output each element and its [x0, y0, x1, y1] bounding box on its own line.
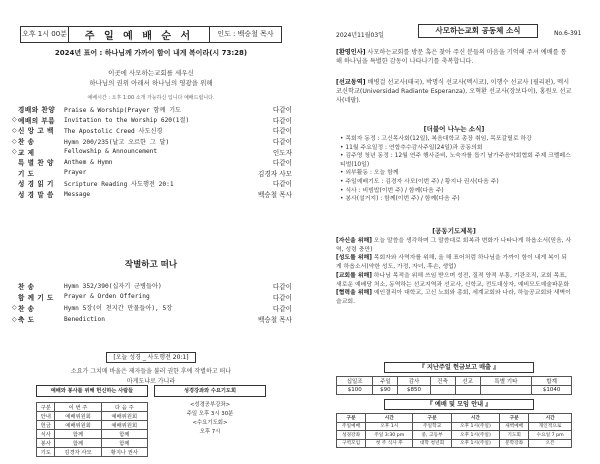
- prayer-item: [336, 289, 572, 306]
- order-who: 인도자: [272, 148, 292, 157]
- meeting-line: 주일 오후 3시 30분: [186, 411, 234, 417]
- verse-line: 마게도냐로 가니라: [126, 378, 176, 385]
- prayer-label: [자신을 위해]: [336, 238, 372, 244]
- table-header: 시간: [366, 414, 413, 423]
- order-content: Anthem & Hymn: [64, 158, 113, 166]
- diamond-icon: ◇: [12, 315, 17, 323]
- order-content: Benediction: [64, 315, 105, 323]
- table-row: [337, 422, 572, 431]
- order-row: [12, 104, 292, 115]
- meeting-line: <수요기도회>: [192, 420, 228, 426]
- welcome-label: [환영인사]: [336, 49, 366, 56]
- order-content: The Apostolic Creed 사도신경: [64, 127, 163, 135]
- table-cell: 함께: [55, 430, 101, 439]
- order-name: 찬 송: [18, 282, 35, 291]
- table-cell: 함께: [101, 430, 147, 439]
- table-header: 다 음 주: [101, 403, 147, 412]
- table-cell: 예배위원회: [101, 421, 147, 430]
- prayer-text: 예인결리아 대학교, 고신 노회와 총회, 세계교회와 나라, 하늘공교회와 새벽이슬교회.: [336, 290, 571, 305]
- list-item: • 목회자 동정 : 고신목사회(12일), 복음대학교 총장 취임, 목포갈릴로 하강: [340, 136, 532, 142]
- order-row: [12, 302, 292, 313]
- list-item: • 11월 주요일정 : 연합추수감사주일(24일)과 공동의회: [340, 144, 483, 151]
- table-cell: 오후 1시(주일): [451, 439, 499, 448]
- prayer-item: [336, 237, 572, 254]
- prayer-text: 하나님 목적을 위해 쓰임 받으며 성전, 질적 양적 부흥, 기관조직, 교회 목표, 새로운 예배당 처소, 동역하는 선교지역과 선교사, 신학교, 전도대상자, 예비모도예술파문화: [336, 272, 570, 288]
- order-row: [12, 146, 292, 157]
- diamond-icon: ◇: [12, 137, 17, 145]
- list-item: • 김주영 청년 동정 : 12월 연주 행사준비, 노숙자를 돕기 날가주음악회협회 주제 크렐페스티벌(10일): [340, 153, 571, 168]
- order-name: 축 도: [18, 316, 35, 325]
- table-cell: 헌금: [37, 421, 55, 430]
- meeting-line: 오후 7시: [199, 429, 221, 435]
- welcome-text: 사모하는교회를 방문 혹은 찾아 주신 분들의 마음을 기억해 주셔 예배를 통해 하나님을 특별한 감동이 나타나기를 축복합니다.: [336, 49, 567, 66]
- order-row: [12, 314, 292, 325]
- verse-line: 하나님의 권위 아래서 하나님의 영광을 위해: [89, 79, 213, 87]
- table-header: 합계: [532, 377, 572, 386]
- prayer-text: 목회자와 사역자를 위해, 올 해 표어처럼 하나님을 가까이 함이 내게 복이 되게 하옵소서(약한 성도, 가정, 자녀, 후손, 생업): [336, 255, 567, 271]
- service-roster-table: [36, 402, 148, 457]
- bulletin-date: 2024년11월03일: [336, 32, 384, 39]
- order-name: 특 별 찬 양: [18, 159, 54, 168]
- table-header: 건축: [430, 377, 455, 386]
- table-cell: 오후 1시(주일): [451, 431, 499, 440]
- table-cell: 개인적으로: [529, 422, 572, 431]
- meeting-line: <성경공부강좌>: [189, 402, 231, 408]
- order-content: Hymn 200/235(날고 오르한 그 달): [64, 138, 170, 146]
- table-cell: 예배위원회: [101, 412, 147, 421]
- table-cell: $100: [337, 386, 373, 395]
- order-row: [12, 178, 292, 189]
- order-who: 다같이: [272, 282, 292, 291]
- order-content: Prayer: [64, 169, 87, 177]
- table-cell: 주일 3:30 pm: [366, 431, 413, 440]
- service-time: 오후 1시 00분: [21, 27, 69, 42]
- table-cell: 예배위원회: [55, 412, 101, 421]
- table-cell: $90: [373, 386, 398, 395]
- table-header: 특별 기타: [480, 377, 532, 386]
- prayer-title: [공동기도제목]: [432, 227, 476, 235]
- table-cell: 성경강좌: [337, 431, 366, 440]
- diamond-icon: ◇: [12, 116, 17, 124]
- table-cell: 구역모임: [337, 439, 366, 448]
- order-who: 다같이: [272, 304, 292, 313]
- order-content: Invitation to the Worship 620(1절): [64, 117, 190, 125]
- order-name: 함 께 기 도: [18, 293, 54, 302]
- prayer-item: [336, 272, 572, 289]
- table-row: [337, 431, 572, 440]
- bible-reference-box: [오늘 성경 _ 사도행전 20:1]: [106, 352, 196, 363]
- order-content: Praise & Worship(Prayer 함께 기도: [64, 106, 182, 114]
- table-cell: 대학 청년회: [413, 439, 451, 448]
- meeting-table: [336, 413, 572, 448]
- worship-order: [12, 104, 292, 199]
- share-title: [더불어 나누는 소식]: [423, 125, 485, 133]
- table-header: 구분: [413, 414, 451, 423]
- table-row: [37, 430, 148, 439]
- meetings-info: [154, 401, 266, 437]
- table-header-row: [37, 403, 148, 412]
- service-header: [20, 26, 282, 43]
- table-row: [37, 448, 148, 457]
- order-row: [12, 189, 292, 200]
- table-cell: 기도: [37, 448, 55, 457]
- order-who: 다같이: [272, 127, 292, 136]
- table-cell: 황지나 권사: [101, 448, 147, 457]
- table-cell: 안내: [37, 412, 55, 421]
- order-name: 찬 송: [18, 304, 35, 313]
- list-item: • 봉사(설거지) : 함께(이번 주) / 함께(다음 주): [340, 196, 460, 203]
- offering-title: 『 지난주일 헌금보고 매출 』: [384, 362, 534, 373]
- worship-note: 예배시간 : 오후 1:00 소개 가능하신 입니다 예배드립니다.: [87, 95, 215, 101]
- worship-order-closing: [12, 280, 292, 325]
- verse-line: 이곳에 사모하는교회를 세우신: [108, 69, 194, 77]
- table-header: 주일: [373, 377, 398, 386]
- order-name: 기 도: [18, 169, 35, 178]
- table-cell: 함께: [101, 439, 147, 448]
- prayer-label: [성도를 위해]: [336, 255, 372, 262]
- order-name: 신 앙 고 백: [18, 127, 54, 136]
- list-item: • 식사 : 비빔밥(이번 주) / 함께(다음 주): [340, 187, 444, 194]
- news-title: 사모하는교회 공동체 소식: [418, 24, 538, 38]
- table-cell: 문학강좌: [500, 439, 529, 448]
- table-cell: 주일학교: [413, 422, 451, 431]
- table-header-row: [337, 377, 572, 386]
- service-title: 주 일 예 배 순 서: [84, 31, 194, 42]
- prayer-label: [교회를 위해]: [336, 272, 372, 279]
- order-content: Hymn 5장(이 천지간 만물들아), 5장: [64, 305, 173, 313]
- order-row: [12, 291, 292, 302]
- table-cell: 봉사: [37, 439, 55, 448]
- mission-text: 배병걸 선교사(태국), 박명식 선교사(멕시코), 이행수 선교사 (필리핀), 멕시코신학교(Universidad Radiante Esperanza), 오혁환 선교사(장보다이), 홍원오 선교사(네팔).: [336, 79, 572, 105]
- bulletin-number: No.6-391: [554, 30, 582, 37]
- order-row: [12, 168, 292, 179]
- order-who: 백승철 목사: [258, 191, 292, 200]
- table-cell: 김경자 사모: [55, 448, 101, 457]
- table-header: 구분: [337, 414, 366, 423]
- order-name: 성 경 읽 기: [18, 180, 54, 189]
- order-content: Prayer & Orden Offering: [64, 293, 150, 301]
- order-who: 다같이: [272, 159, 292, 168]
- order-content: Fellowship & Announcement: [64, 148, 158, 156]
- order-who: 김경자 사모: [258, 169, 292, 178]
- table-row: [337, 386, 572, 395]
- offering-table: [336, 376, 572, 395]
- order-row: [12, 280, 292, 291]
- order-content: Message: [64, 190, 91, 198]
- table-header: 이 번 주: [55, 403, 101, 412]
- prayer-text: 오늘 말씀을 생각하며 그 말씀대로 회복과 변화가 나타나게 하옵소서(믿음, 사역, 성령 충만): [336, 238, 572, 253]
- table-row: [37, 421, 148, 430]
- table-header: 구분: [500, 414, 529, 423]
- servants-box-title: 예배와 봉사를 위해 헌신하는 사람들: [36, 385, 148, 397]
- table-header: 선교: [455, 377, 480, 386]
- order-row: [12, 125, 292, 136]
- list-item: • 주일예배기도 : 김경자 사모(이번 주) / 황지나 권사(다음 주): [340, 178, 499, 185]
- table-cell: 기도회: [500, 431, 529, 440]
- order-who: 다같이: [272, 138, 292, 147]
- order-row: [12, 157, 292, 168]
- service-leader: 인도 : 백승철 목사: [209, 27, 281, 42]
- table-cell: $850: [398, 386, 430, 395]
- table-row: [37, 412, 148, 421]
- table-header: 시간: [451, 414, 499, 423]
- list-item: • 외부활동 : 오늘 함께: [340, 170, 399, 177]
- order-row: [12, 115, 292, 126]
- table-header: 구분: [37, 403, 55, 412]
- table-cell: 주일예배: [337, 422, 366, 431]
- table-row: [37, 439, 148, 448]
- table-cell: 수요일 7 pm: [529, 431, 572, 440]
- table-cell: 중, 고등부: [413, 431, 451, 440]
- prayer-label: [협력을 위해]: [336, 290, 372, 297]
- meetings-box-title: 성경강좌와 수요기도회: [154, 385, 266, 397]
- order-who: 다같이: [272, 116, 292, 125]
- table-header: 감사: [398, 377, 430, 386]
- verse-line: 소요가 그치매 바울은 제자들을 불러 권한 후에 작별하고 떠나: [70, 368, 232, 375]
- table-cell: $1040: [532, 386, 572, 395]
- table-header: 십일조: [337, 377, 373, 386]
- mission-block: [336, 78, 572, 106]
- table-cell: 오후 1시: [366, 422, 413, 431]
- order-name: 찬 송: [18, 138, 35, 147]
- table-cell: 함께: [55, 439, 101, 448]
- diamond-icon: ◇: [12, 304, 17, 312]
- table-row: [337, 439, 572, 448]
- welcome-block: [336, 48, 572, 66]
- diamond-icon: ◇: [12, 148, 17, 156]
- order-who: 다같이: [272, 180, 292, 189]
- order-name: 경배와 찬양: [18, 106, 56, 115]
- order-content: Hymn 352/390(십자기 군병들아): [64, 283, 162, 291]
- table-cell: 첫 주 식사 후: [366, 439, 413, 448]
- table-header: 시간: [529, 414, 572, 423]
- table-cell: 오픈: [529, 439, 572, 448]
- news-header: [336, 24, 600, 41]
- table-cell: 식사: [37, 430, 55, 439]
- order-who: 백승철 목사: [258, 316, 292, 325]
- diamond-icon: ◇: [12, 126, 17, 134]
- table-cell: [480, 386, 532, 395]
- table-cell: [430, 386, 455, 395]
- prayer-item: [336, 254, 572, 271]
- order-name: 교 제: [18, 148, 35, 157]
- table-cell: 새벽예배: [500, 422, 529, 431]
- order-name: 성 경 말 씀: [18, 191, 54, 200]
- mission-label: [선교동역]: [336, 79, 366, 86]
- section-title: 작별하고 떠나: [124, 260, 178, 270]
- order-who: 다같이: [272, 106, 292, 115]
- year-theme: 2024년 표어 : 하나님께 가까이 함이 내게 복이라(시 73:28): [54, 49, 248, 57]
- order-row: [12, 136, 292, 147]
- church-verse: [20, 68, 282, 88]
- table-cell: 오후 1시(주일): [451, 422, 499, 431]
- table-header-row: [337, 414, 572, 423]
- table-cell: [455, 386, 480, 395]
- bible-verse: [20, 367, 282, 387]
- order-who: 다같이: [272, 293, 292, 302]
- table-cell: 예배위원회: [55, 421, 101, 430]
- order-content: Scripture Reading 사도행전 20:1: [64, 180, 174, 188]
- share-list: [340, 135, 572, 204]
- meeting-title: 『 예배 및 모임 안내 』: [384, 399, 534, 410]
- order-name: 예배의 부름: [18, 116, 56, 125]
- prayer-list: [336, 237, 572, 307]
